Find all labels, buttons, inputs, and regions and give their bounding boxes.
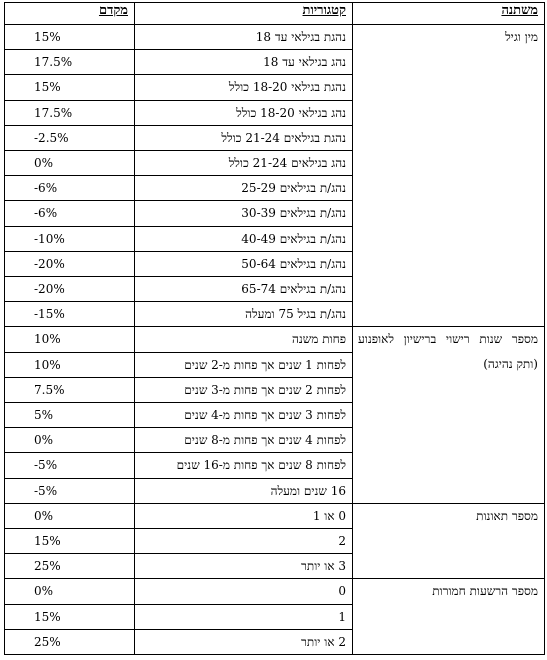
coefficient-cell: -6% [34,206,58,221]
header-variable: משתנה [501,4,538,18]
row-divider [4,251,353,252]
row-divider [4,654,545,655]
row-divider [4,377,353,378]
category-cell: נהגת בגילאי עד 18 [255,30,346,44]
category-cell: 0 או 1 [312,508,346,523]
row-divider [4,604,353,605]
category-cell: נהגת בגילאים 21-24 כולל [221,130,346,145]
coefficient-cell: -5% [34,458,58,473]
category-cell: נהג/ת בגילאים 65-74 [241,282,346,296]
category-cell: נהג/ת בגיל 75 ומעלה [245,307,346,322]
coefficient-cell: 10% [34,357,61,372]
coefficient-cell: -5% [34,483,58,498]
coefficient-cell: -6% [34,181,58,196]
coefficient-cell: 10% [34,332,61,347]
row-divider [4,276,353,277]
category-cell: נהג/ת בגילאים 40-49 [241,231,346,246]
coefficient-cell: 17.5% [34,55,73,70]
category-cell: 3 או יותר [301,559,346,574]
row-divider [4,528,353,529]
row-divider [4,175,353,176]
row-divider [4,200,353,201]
row-divider [4,629,353,630]
coefficient-cell: -20% [34,256,65,271]
category-cell: לפחות 2 שנים אך פחות מ-3 שנים [184,382,346,397]
category-cell: 2 או יותר [301,634,346,649]
coefficient-cell: 15% [34,609,61,624]
coefficient-cell: 0% [34,433,54,448]
coefficient-cell: -10% [34,231,65,246]
coefficient-cell: 15% [34,534,61,548]
premium-coefficients-table [4,2,544,657]
row-divider [4,402,353,403]
coefficient-cell: -2.5% [34,130,69,145]
coefficient-cell: 15% [34,80,61,95]
row-divider [4,2,545,3]
category-cell: לפחות 4 שנים אך פחות מ-8 שנים [184,433,346,448]
category-cell: לפחות 1 שנים אך פחות מ-2 שנים [184,357,346,372]
row-divider [4,352,353,353]
row-divider [4,150,353,151]
row-divider [4,553,353,554]
category-cell: נהג בגילאים 21-24 כולל [228,156,346,170]
variable-cell: מספר שנות רישוי ברישיון לאופנוע (ותק נהיגה) [358,332,538,372]
coefficient-cell: -15% [34,307,65,322]
row-divider [4,100,353,101]
row-divider [4,226,353,227]
variable-cell: מין וגיל [505,30,538,44]
category-cell: 16 שנים ומעלה [270,483,346,498]
coefficient-cell: 0% [34,156,54,170]
variable-cell: מספר תאונות [476,508,538,523]
row-divider [4,478,353,479]
category-cell: לפחות 3 שנים אך פחות מ-4 שנים [184,408,346,422]
row-divider [4,301,353,302]
category-cell: 1 [338,609,346,624]
row-divider [4,49,353,50]
row-divider [4,427,353,428]
category-cell: נהג/ת בגילאים 30-39 [241,206,346,221]
header-categories: קטגוריות [302,4,346,18]
coefficient-cell: -20% [34,282,65,296]
category-cell: נהג/ת בגילאים 50-64 [241,256,346,271]
coefficient-cell: 7.5% [34,382,65,397]
coefficient-cell: 15% [34,30,61,44]
category-cell: נהג/ת בגילאים 25-29 [241,181,346,196]
column-divider [544,2,545,655]
category-cell: לפחות 8 שנים אך פחות מ-16 שנים [176,458,346,473]
row-divider [4,452,353,453]
category-cell: נהג בגילאי עד 18 [263,55,346,70]
category-cell: 0 [338,584,346,599]
row-divider [4,74,353,75]
row-divider [4,125,353,126]
coefficient-cell: 0% [34,584,54,599]
coefficient-cell: 25% [34,634,61,649]
category-cell: נהג בגילאי 18-20 כולל [236,105,346,120]
category-cell: נהגת בגילאי 18-20 כולל [228,80,346,95]
variable-cell: מספר הרשעות חמורות [432,584,538,599]
coefficient-cell: 0% [34,508,54,523]
coefficient-cell: 25% [34,559,61,574]
coefficient-cell: 17.5% [34,105,73,120]
category-cell: פחות משנה [291,332,346,347]
header-coefficient: מקדם [98,4,128,18]
coefficient-cell: 5% [34,408,54,422]
category-cell: 2 [338,534,346,548]
